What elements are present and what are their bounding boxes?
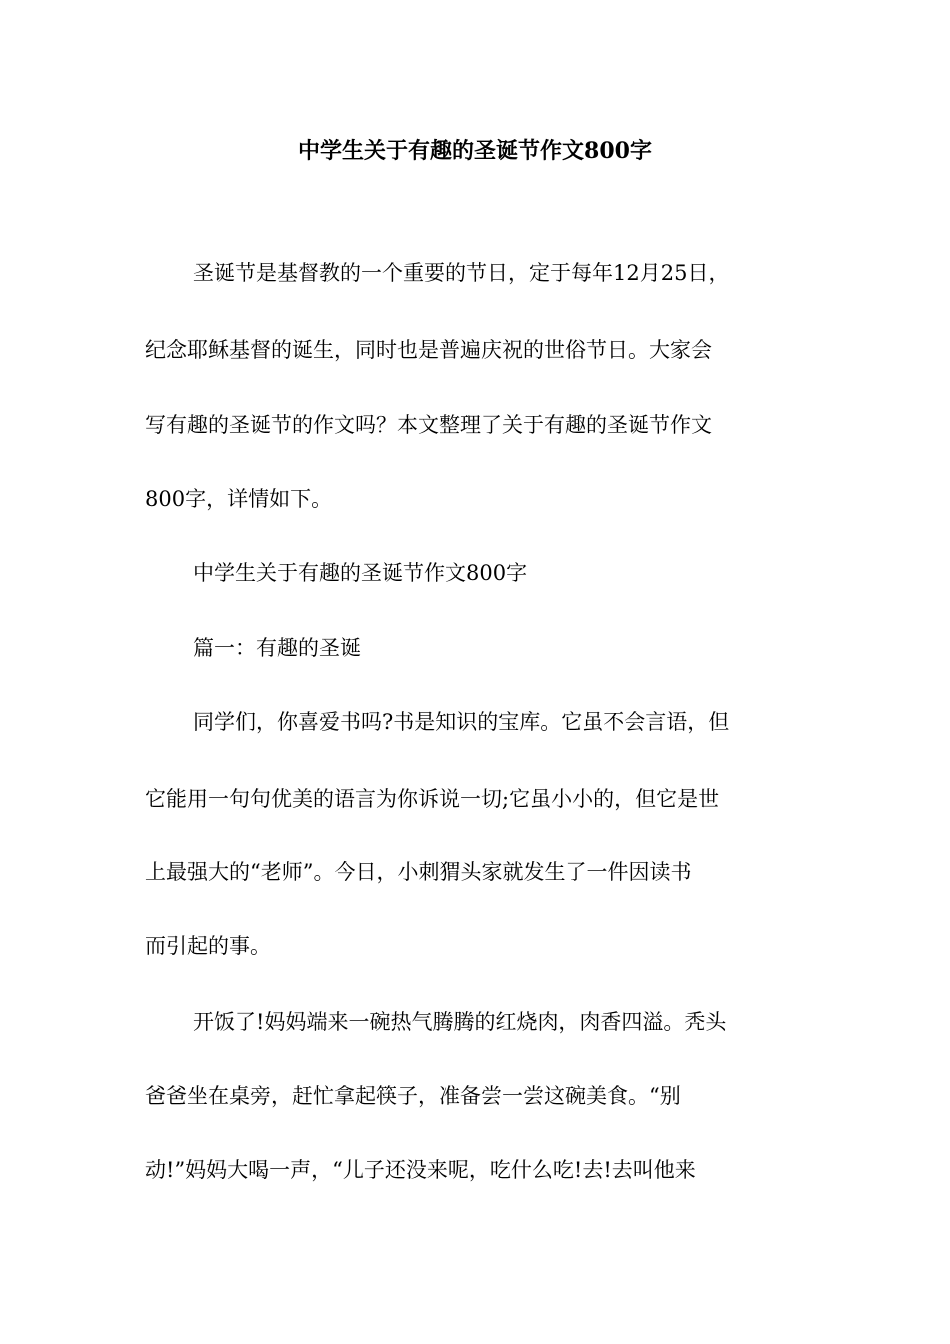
- paragraph-line-intro-1: 圣诞节是基督教的一个重要的节日，定于每年12月25日，: [193, 261, 730, 285]
- paragraph-line-intro-4: 800字，详情如下。: [145, 487, 333, 511]
- paragraph-line-2: 它能用一句句优美的语言为你诉说一切;它虽小小的，但它是世: [145, 787, 720, 811]
- section-heading: 中学生关于有趣的圣诞节作文800字: [193, 561, 528, 585]
- paragraph-line-3: 上最强大的“老师”。今日，小刺猬头家就发生了一件因读书: [145, 860, 692, 884]
- chapter-heading: 篇一：有趣的圣诞: [193, 636, 361, 660]
- paragraph-line-7: 动!”妈妈大喝一声，“儿子还没来呢，吃什么吃!去!去叫他来: [145, 1158, 696, 1182]
- paragraph-line-intro-2: 纪念耶稣基督的诞生，同时也是普遍庆祝的世俗节日。大家会: [145, 338, 712, 362]
- paragraph-line-4: 而引起的事。: [145, 934, 271, 958]
- paragraph-line-5: 开饭了!妈妈端来一碗热气腾腾的红烧肉，肉香四溢。秃头: [193, 1010, 727, 1034]
- paragraph-line-6: 爸爸坐在桌旁，赶忙拿起筷子，准备尝一尝这碗美食。“别: [145, 1084, 681, 1108]
- document-title: 中学生关于有趣的圣诞节作文800字: [298, 138, 652, 164]
- paragraph-line-1: 同学们，你喜爱书吗?书是知识的宝库。它虽不会言语，但: [193, 710, 730, 734]
- paragraph-line-intro-3: 写有趣的圣诞节的作文吗？本文整理了关于有趣的圣诞节作文: [145, 413, 712, 437]
